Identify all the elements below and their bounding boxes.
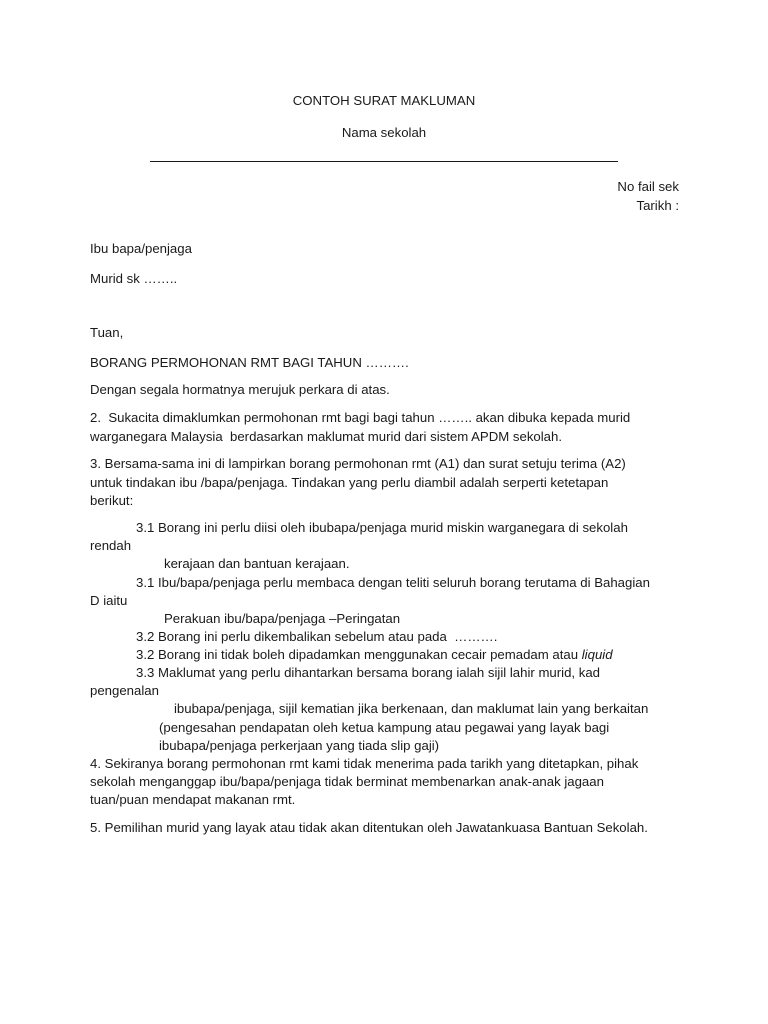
item-2-line-2: D iaitu <box>90 593 128 608</box>
paragraph-2-line-2: warganegara Malaysia berdasarkan maklumat murid dari sistem APDM sekolah. <box>90 429 563 444</box>
salutation: Tuan, <box>90 325 124 340</box>
item-1-line-1: 3.1 Borang ini perlu diisi oleh ibubapa/penjaga murid miskin warganegara di sekolah <box>136 520 628 535</box>
paragraph-5: 5. Pemilihan murid yang layak atau tidak akan ditentukan oleh Jawatankuasa Bantuan Sekolah. <box>90 820 648 835</box>
item-5-line-5: ibubapa/penjaga perkerjaan yang tiada slip gaji) <box>159 738 440 753</box>
item-5-line-2: pengenalan <box>90 683 159 698</box>
paragraph-2-line-1: 2. Sukacita dimaklumkan permohonan rmt bagi bagi tahun …….. akan dibuka kepada murid <box>90 410 631 425</box>
item-4-text: 3.2 Borang ini tidak boleh dipadamkan menggunakan cecair pemadam atau <box>136 647 582 662</box>
recipient-line-1: Ibu bapa/penjaga <box>90 241 192 256</box>
date-label: Tarikh : <box>636 198 679 213</box>
file-number: No fail sek <box>617 179 679 194</box>
item-5-line-3: ibubapa/penjaga, sijil kematian jika berkenaan, dan maklumat lain yang berkaitan <box>174 701 649 716</box>
item-4 <box>136 646 613 665</box>
paragraph-3-line-2: untuk tindakan ibu /bapa/penjaga. Tindakan yang perlu diambil adalah serperti ketetapan <box>90 475 609 490</box>
item-5-line-4: (pengesahan pendapatan oleh ketua kampung atau pegawai yang layak bagi <box>159 720 610 735</box>
recipient-line-2: Murid sk …….. <box>90 271 178 286</box>
paragraph-4-line-3: tuan/puan mendapat makanan rmt. <box>90 792 296 807</box>
item-2-line-3: Perakuan ibu/bapa/penjaga –Peringatan <box>164 611 401 626</box>
letter-title: CONTOH SURAT MAKLUMAN <box>292 93 476 108</box>
item-3: 3.2 Borang ini perlu dikembalikan sebelum atau pada ………. <box>136 629 498 644</box>
item-5-line-1: 3.3 Maklumat yang perlu dihantarkan bersama borang ialah sijil lahir murid, kad <box>136 665 601 680</box>
paragraph-4-line-1: 4. Sekiranya borang permohonan rmt kami tidak menerima pada tarikh yang ditetapkan, pihak <box>90 756 639 771</box>
header-divider <box>150 161 618 162</box>
item-1-line-2: rendah <box>90 538 132 553</box>
opening-line: Dengan segala hormatnya merujuk perkara di atas. <box>90 382 390 397</box>
subject-line: BORANG PERMOHONAN RMT BAGI TAHUN ………. <box>90 355 409 370</box>
item-1-line-3: kerajaan dan bantuan kerajaan. <box>164 556 350 571</box>
school-name: Nama sekolah <box>341 125 427 140</box>
paragraph-4-line-2: sekolah menganggap ibu/bapa/penjaga tidak berminat membenarkan anak-anak jagaan <box>90 774 604 789</box>
paragraph-3-line-3: berikut: <box>90 493 134 508</box>
paragraph-3-line-1: 3. Bersama-sama ini di lampirkan borang permohonan rmt (A1) dan surat setuju terima (A2) <box>90 456 626 471</box>
item-2-line-1: 3.1 Ibu/bapa/penjaga perlu membaca dengan teliti seluruh borang terutama di Bahagian <box>136 575 650 590</box>
item-4-italic-word: liquid <box>581 647 613 662</box>
